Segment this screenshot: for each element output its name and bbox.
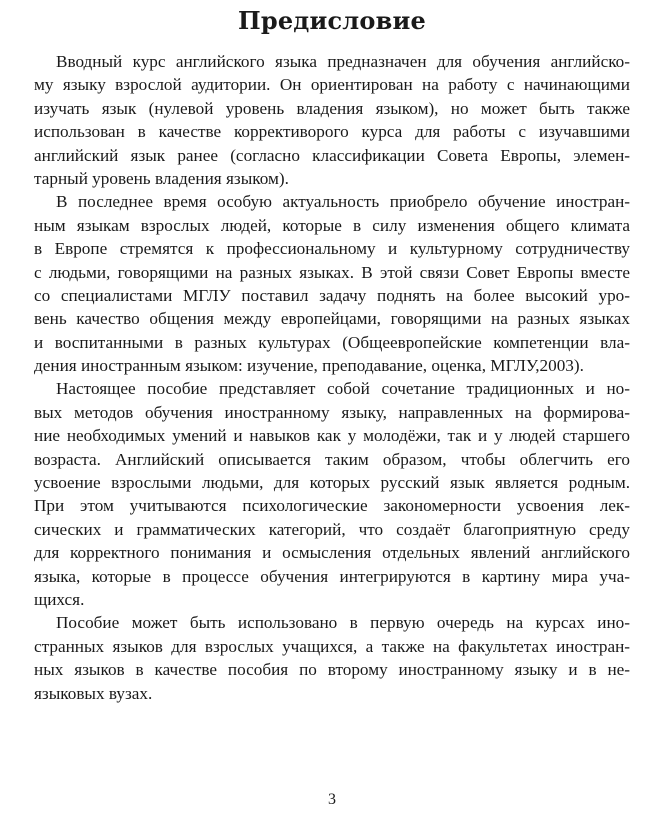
- paragraph-line: щихся.: [34, 589, 85, 609]
- paragraph-line: усвоение взрослыми людьми, для которых русский язык является родным.: [34, 473, 630, 493]
- paragraph-line: вень качество общения между европейцами, говорящими на разных языках: [34, 309, 630, 329]
- paragraph-4: [34, 611, 630, 705]
- paragraph-line: и воспитанными в разных культурах (Общеевропейские компетенции вла-: [34, 332, 630, 352]
- paragraph-line: тарный уровень владения языком).: [34, 168, 289, 188]
- paragraph-line: Пособие может быть использовано в первую очередь на курсах ино-: [56, 613, 630, 633]
- paragraph-line: в Европе стремятся к профессиональному и культурному сотрудничеству: [34, 239, 630, 259]
- paragraph-line: английский язык ранее (согласно классификации Совета Европы, элемен-: [34, 145, 630, 165]
- document-page: [34, 0, 630, 816]
- paragraph-line: со специалистами МГЛУ поставил задачу поднять на более высокий уро-: [34, 285, 630, 305]
- paragraph-line: языка, которые в процессе обучения интегрируются в картину мира уча-: [34, 566, 630, 586]
- paragraph-line: ным языкам взрослых людей, которые в силу изменения общего климата: [34, 215, 630, 235]
- paragraph-line: изучать язык (нулевой уровень владения языком), но может быть также: [34, 98, 630, 118]
- paragraph-3: [34, 377, 630, 611]
- paragraph-line: В последнее время особую актуальность приобрело обучение иностран-: [56, 192, 630, 212]
- paragraph-1: [34, 50, 630, 190]
- paragraph-line: ных языков в качестве пособия по второму иностранному языку и в не-: [34, 660, 630, 680]
- paragraph-line: Настоящее пособие представляет собой сочетание традиционных и но-: [56, 379, 630, 399]
- page-number: 3: [328, 791, 336, 808]
- paragraph-line: для корректного понимания и осмысления отдельных явлений английского: [34, 543, 630, 563]
- paragraph-2: [34, 190, 630, 377]
- paragraph-line: дения иностранным языком: изучение, преподавание, оценка, МГЛУ,2003).: [34, 356, 584, 376]
- paragraph-line: му языку взрослой аудитории. Он ориентирован на работу с начинающими: [34, 75, 630, 95]
- paragraph-line: При этом учитываются психологические закономерности усвоения лек-: [34, 496, 630, 516]
- paragraph-line: языковых вузах.: [34, 683, 153, 703]
- paragraph-line: возраста. Английский описывается таким образом, чтобы облегчить его: [34, 449, 630, 469]
- body-text: [34, 50, 630, 705]
- page-title: Предисловие: [237, 6, 426, 35]
- paragraph-line: странных языков для взрослых учащихся, а также на факультетах иностран-: [34, 636, 630, 656]
- paragraph-line: Вводный курс английского языка предназначен для обучения английско-: [56, 52, 630, 71]
- paragraph-line: использован в качестве коррективорого курса для работы с изучавшими: [34, 122, 630, 142]
- paragraph-line: вых методов обучения иностранному языку, направленных на формирова-: [34, 402, 630, 422]
- paragraph-line: сических и грамматических категорий, что создаёт благоприятную среду: [34, 519, 630, 539]
- paragraph-line: ние необходимых умений и навыков как у молодёжи, так и у людей старшего: [34, 426, 630, 446]
- paragraph-line: с людьми, говорящими на разных языках. В этой связи Совет Европы вместе: [34, 262, 630, 282]
